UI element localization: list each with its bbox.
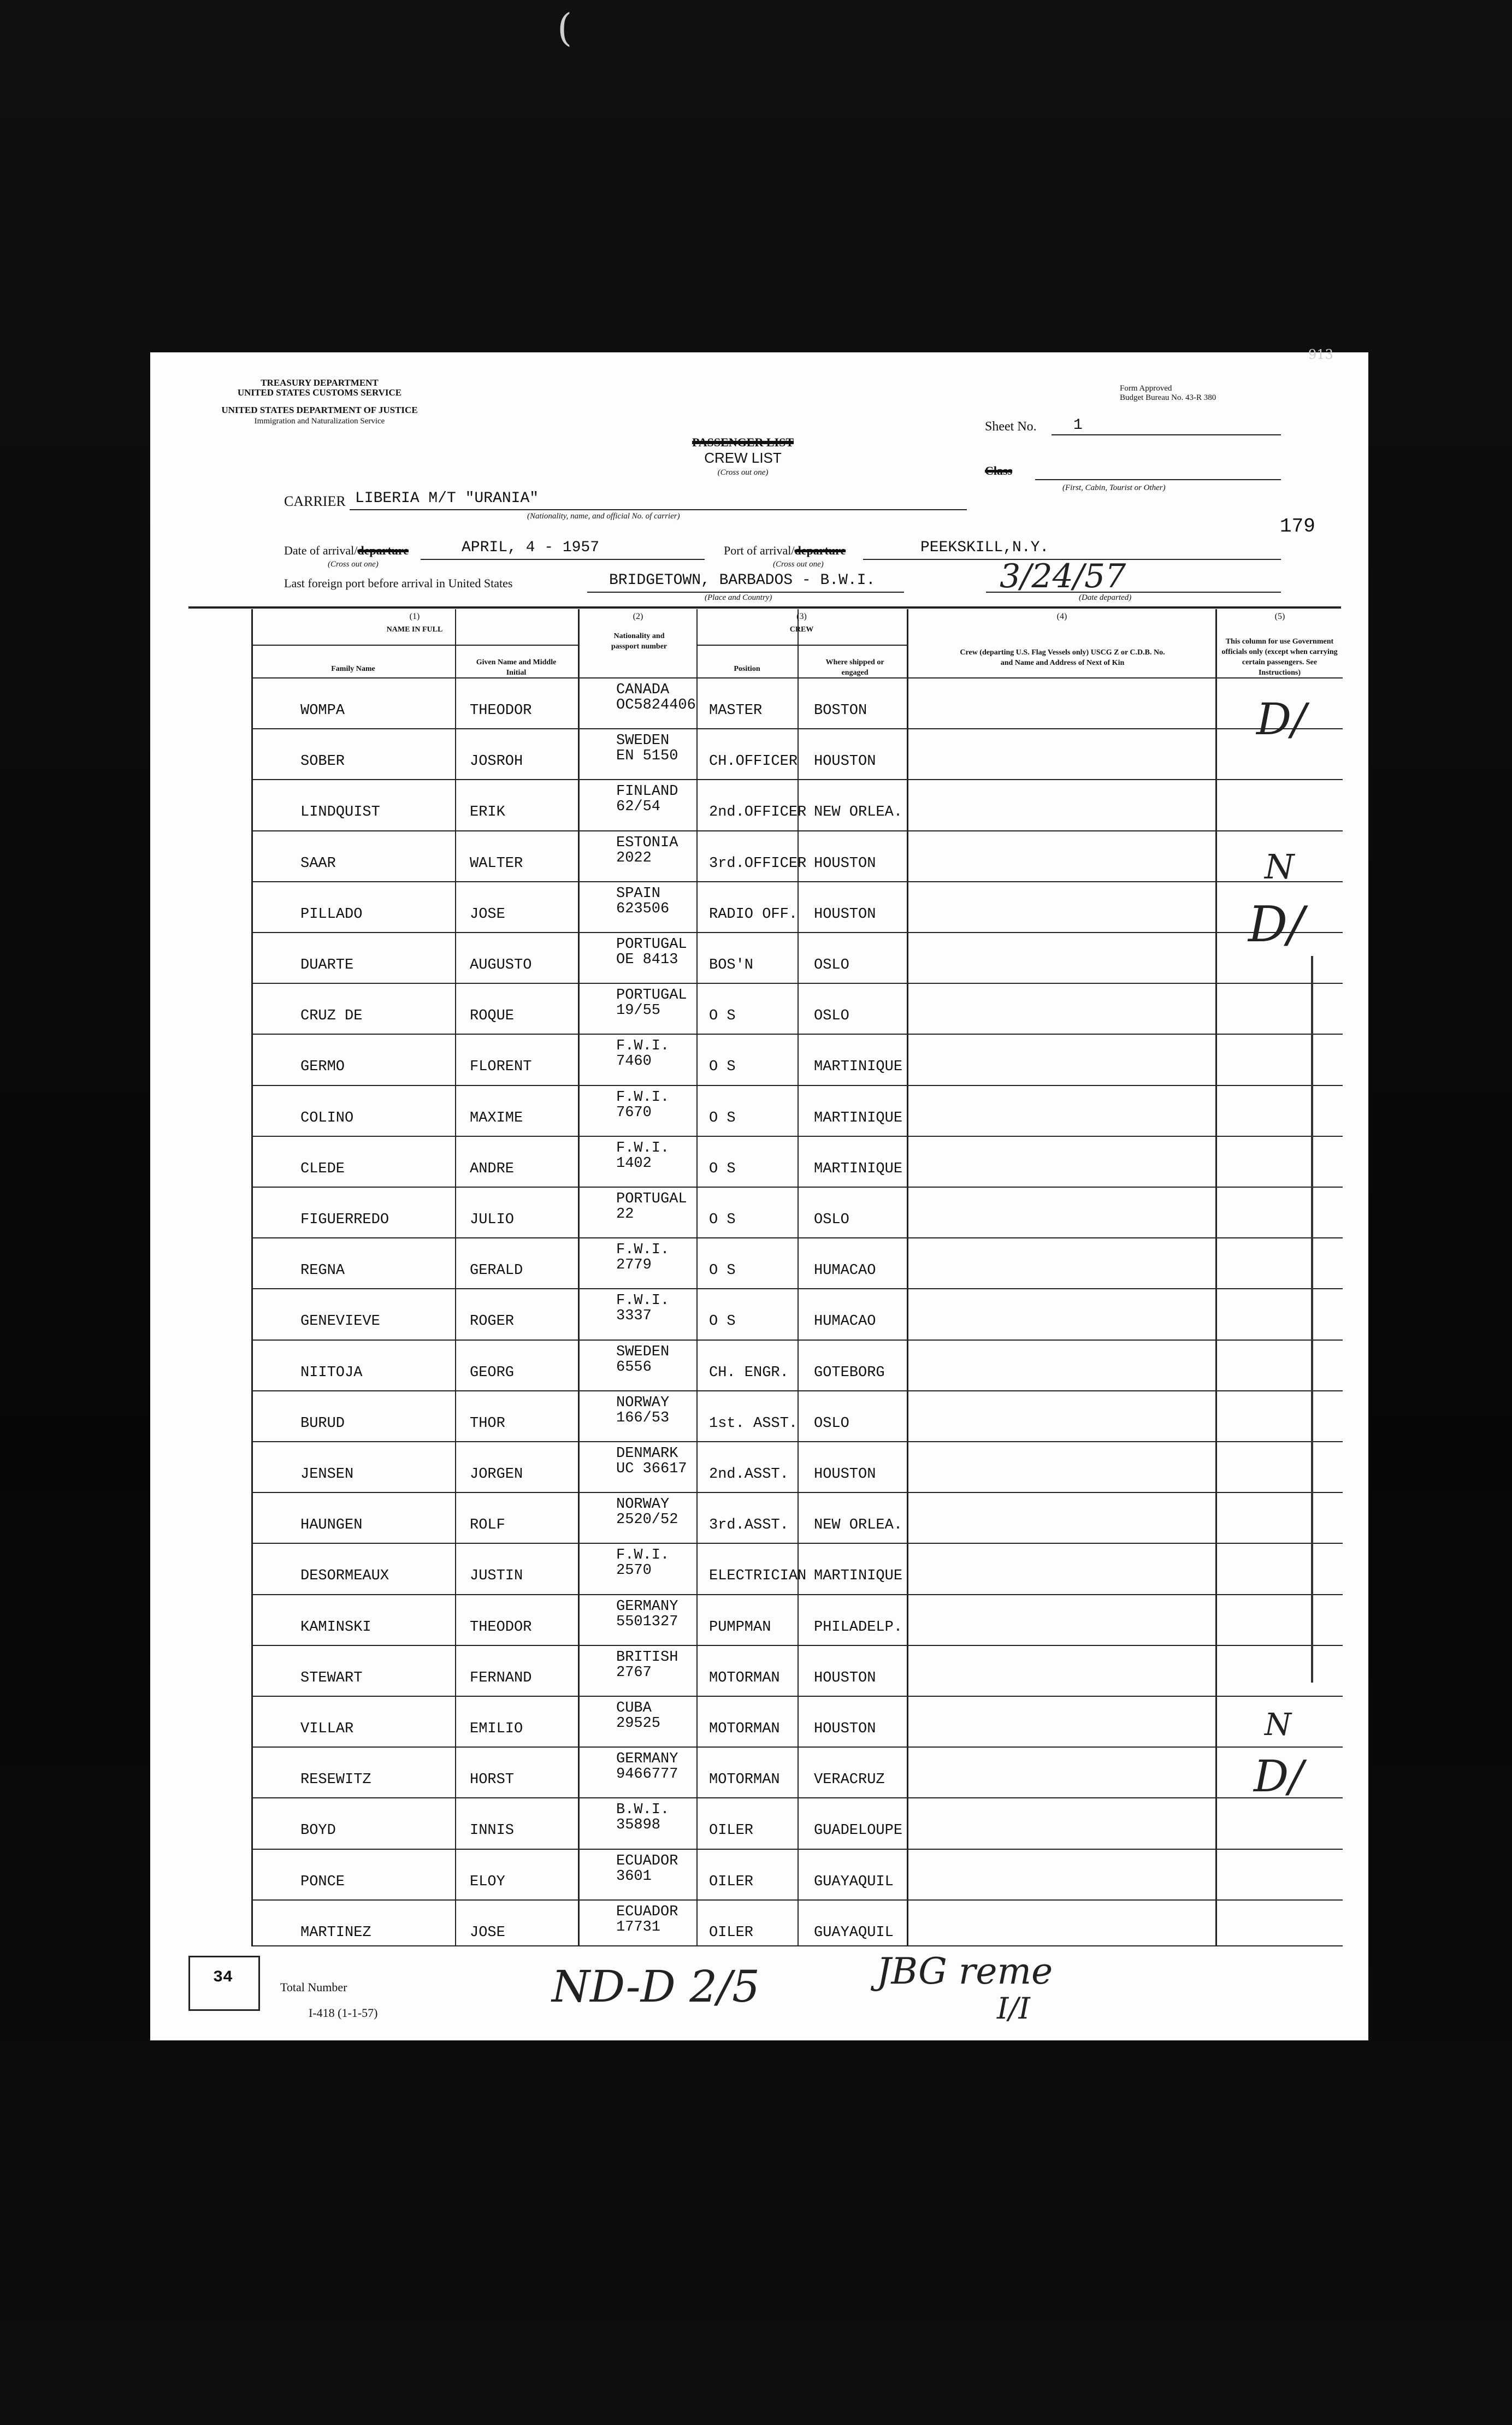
passport-cell: 3337 — [616, 1308, 652, 1325]
nationality-cell: ECUADOR — [616, 1903, 678, 1920]
shipped-cell: HUMACAO — [814, 1313, 876, 1330]
given-name-cell: ANDRE — [470, 1160, 515, 1177]
family-name-cell: PONCE — [300, 1873, 345, 1890]
given-name-cell: JOSE — [470, 906, 505, 923]
passport-cell: 2570 — [616, 1562, 652, 1579]
where-shipped-header: Where shipped or engaged — [825, 658, 884, 677]
family-name-cell: REGNA — [300, 1262, 345, 1279]
family-name-cell: DUARTE — [300, 957, 354, 973]
agency-line-3: UNITED STATES DEPARTMENT OF JUSTICE — [221, 405, 418, 415]
table-row — [251, 1696, 1343, 1748]
position-cell: O S — [709, 1008, 736, 1025]
nationality-cell: SPAIN — [616, 885, 661, 902]
shipped-cell: HOUSTON — [814, 1669, 876, 1686]
carrier-hint: (Nationality, name, and official No. of carrier) — [527, 512, 680, 521]
shipped-cell: MARTINIQUE — [814, 1059, 903, 1076]
agency-line-1: TREASURY DEPARTMENT — [261, 377, 379, 388]
given-name-cell: ELOY — [470, 1873, 505, 1890]
table-row — [251, 1390, 1343, 1442]
table-row — [251, 1797, 1343, 1849]
col4-title: Crew (departing U.S. Flag Vessels only) USCG Z or C.D.B. No. and Name and Address of Next of Kin — [960, 648, 1165, 667]
position-cell: CH. ENGR. — [709, 1364, 789, 1381]
col5-number: (5) — [1274, 612, 1285, 621]
table-row — [251, 1594, 1343, 1646]
nationality-cell: B.W.I. — [616, 1802, 670, 1819]
position-cell: 2nd.OFFICER — [709, 804, 807, 821]
family-name-cell: BURUD — [300, 1415, 345, 1432]
position-cell: MOTORMAN — [709, 1669, 780, 1686]
passport-cell: 1402 — [616, 1155, 652, 1172]
family-name-header: Family Name — [331, 665, 375, 673]
nationality-cell: F.W.I. — [616, 1089, 670, 1106]
family-name-cell: STEWART — [300, 1669, 363, 1686]
shipped-cell: OSLO — [814, 957, 849, 973]
last-port-hint: (Place and Country) — [705, 593, 772, 602]
arrival-date: APRIL, 4 - 1957 — [462, 539, 600, 556]
family-name-cell: SOBER — [300, 753, 345, 770]
form-id: I-418 (1-1-57) — [309, 2006, 378, 2020]
table-row — [251, 1288, 1343, 1340]
nationality-cell: F.W.I. — [616, 1293, 670, 1309]
nationality-cell: DENMARK — [616, 1445, 678, 1462]
passport-cell: 9466777 — [616, 1766, 678, 1783]
col1-number: (1) — [409, 612, 420, 621]
shipped-cell: OSLO — [814, 1212, 849, 1228]
position-cell: O S — [709, 1110, 736, 1126]
class-hint: (First, Cabin, Tourist or Other) — [1062, 483, 1166, 492]
position-cell: MASTER — [709, 703, 763, 719]
given-name-cell: THEODOR — [470, 703, 532, 719]
nationality-cell: PORTUGAL — [616, 936, 687, 953]
family-name-cell: LINDQUIST — [300, 804, 380, 821]
port-hint: (Cross out one) — [773, 560, 824, 569]
family-name-cell: GENEVIEVE — [300, 1313, 380, 1330]
shipped-cell: HOUSTON — [814, 1721, 876, 1737]
nationality-cell: GERMANY — [616, 1751, 678, 1768]
given-name-cell: FLORENT — [470, 1059, 532, 1076]
passport-cell: 2520/52 — [616, 1512, 678, 1529]
table-row — [251, 1899, 1343, 1951]
passport-cell: 3601 — [616, 1868, 652, 1885]
col5-bracket-line — [1311, 956, 1313, 1683]
shipped-cell: GUADELOUPE — [814, 1822, 903, 1839]
col4-number: (4) — [1056, 612, 1067, 621]
table-row — [251, 1187, 1343, 1238]
position-cell: PUMPMAN — [709, 1619, 771, 1636]
col2-title: Nationality and passport number — [611, 632, 668, 651]
family-name-cell: GERMO — [300, 1059, 345, 1076]
passport-cell: 19/55 — [616, 1002, 661, 1019]
nationality-cell: GERMANY — [616, 1598, 678, 1615]
page-title: CREW LIST — [704, 450, 782, 466]
crew-table — [251, 609, 1343, 1946]
family-name-cell: BOYD — [300, 1822, 336, 1839]
position-cell: O S — [709, 1262, 736, 1279]
nationality-cell: CUBA — [616, 1700, 652, 1716]
nationality-cell: PORTUGAL — [616, 987, 687, 1004]
total-number-value: 34 — [213, 1968, 233, 1987]
col5-mark-5: D/ — [1254, 1751, 1304, 1802]
table-row — [251, 1034, 1343, 1085]
nationality-cell: F.W.I. — [616, 1038, 670, 1055]
table-row — [251, 1645, 1343, 1697]
position-cell: O S — [709, 1059, 736, 1076]
given-name-cell: EMILIO — [470, 1721, 523, 1737]
passport-cell: 2779 — [616, 1257, 652, 1274]
table-row — [251, 779, 1343, 831]
family-name-cell: MARTINEZ — [300, 1924, 371, 1941]
shipped-cell: OSLO — [814, 1008, 849, 1025]
passport-cell: 62/54 — [616, 799, 661, 816]
table-row — [251, 1237, 1343, 1289]
position-cell: CH.OFFICER — [709, 753, 798, 770]
given-name-cell: ROGER — [470, 1313, 515, 1330]
table-row — [251, 1136, 1343, 1188]
total-number-label: Total Number — [280, 1980, 347, 1994]
family-name-cell: JENSEN — [300, 1466, 354, 1483]
passport-cell: 7460 — [616, 1053, 652, 1070]
shipped-cell: GUAYAQUIL — [814, 1873, 894, 1890]
nationality-cell: F.W.I. — [616, 1547, 670, 1564]
family-name-cell: CLEDE — [300, 1160, 345, 1177]
last-port-label: Last foreign port before arrival in United States — [284, 576, 513, 590]
table-row — [251, 1849, 1343, 1901]
position-cell: 1st. ASST. — [709, 1415, 798, 1432]
nationality-cell: SWEDEN — [616, 1343, 670, 1360]
shipped-cell: OSLO — [814, 1415, 849, 1432]
agency-line-4: Immigration and Naturalization Service — [254, 417, 385, 426]
passport-cell: 22 — [616, 1206, 634, 1223]
family-name-cell: DESORMEAUX — [300, 1568, 389, 1585]
position-cell: RADIO OFF. — [709, 906, 798, 923]
port-label: Port of arrival/departure — [724, 544, 846, 557]
given-name-cell: JUSTIN — [470, 1568, 523, 1585]
table-row — [251, 1543, 1343, 1595]
position-cell: MOTORMAN — [709, 1772, 780, 1789]
date-departed-hint: (Date departed) — [1079, 593, 1132, 602]
given-name-cell: THEODOR — [470, 1619, 532, 1636]
nationality-cell: BRITISH — [616, 1649, 678, 1666]
position-cell: 2nd.ASST. — [709, 1466, 789, 1483]
handwritten-date-departed: 3/24/57 — [1000, 557, 1126, 595]
table-row — [251, 1085, 1343, 1137]
table-row — [251, 1340, 1343, 1391]
position-header: Position — [734, 665, 760, 673]
family-name-cell: PILLADO — [300, 906, 363, 923]
passport-cell: 17731 — [616, 1919, 661, 1936]
handwritten-signature: JBG reme — [877, 1950, 1053, 1992]
given-name-cell: INNIS — [470, 1822, 515, 1839]
shipped-cell: HOUSTON — [814, 906, 876, 923]
table-row — [251, 1441, 1343, 1493]
table-row — [251, 932, 1343, 984]
given-name-cell: ROQUE — [470, 1008, 515, 1025]
crew-list-document — [150, 352, 1368, 2040]
table-row — [251, 677, 1343, 729]
handwritten-nd-note: ND-D 2/5 — [552, 1961, 760, 2012]
shipped-cell: HOUSTON — [814, 855, 876, 872]
family-name-cell: FIGUERREDO — [300, 1212, 389, 1228]
passport-cell: 2767 — [616, 1664, 652, 1681]
passport-cell: 623506 — [616, 900, 670, 917]
given-name-cell: WALTER — [470, 855, 523, 872]
given-name-cell: JULIO — [470, 1212, 515, 1228]
given-name-cell: ROLF — [470, 1517, 505, 1534]
agency-line-2: UNITED STATES CUSTOMS SERVICE — [237, 387, 402, 398]
nationality-cell: NORWAY — [616, 1496, 670, 1513]
position-cell: OILER — [709, 1822, 754, 1839]
table-row — [251, 728, 1343, 780]
table-row — [251, 983, 1343, 1035]
nationality-cell: FINLAND — [616, 783, 678, 800]
shipped-cell: BOSTON — [814, 703, 867, 719]
given-name-cell: FERNAND — [470, 1669, 532, 1686]
given-name-cell: AUGUSTO — [470, 957, 532, 973]
family-name-cell: SAAR — [300, 855, 336, 872]
given-name-cell: JORGEN — [470, 1466, 523, 1483]
passport-cell: 29525 — [616, 1715, 661, 1732]
col2-number: (2) — [633, 612, 643, 621]
position-cell: OILER — [709, 1873, 754, 1890]
col3-number: (3) — [796, 612, 807, 621]
given-name-cell: JOSROH — [470, 753, 523, 770]
carrier-label: CARRIER — [284, 493, 346, 509]
handwritten-initials: I/I — [997, 1991, 1030, 2026]
shipped-cell: MARTINIQUE — [814, 1110, 903, 1126]
position-cell: O S — [709, 1160, 736, 1177]
col5-mark-1: D/ — [1256, 694, 1307, 745]
passport-cell: UC 36617 — [616, 1461, 687, 1477]
passport-cell: OE 8413 — [616, 952, 678, 968]
date-struck-word: departure — [357, 544, 409, 557]
shipped-cell: PHILADELP. — [814, 1619, 903, 1636]
col3-title: CREW — [789, 626, 814, 634]
table-row — [251, 1747, 1343, 1798]
col1-title: NAME IN FULL — [386, 626, 443, 634]
shipped-cell: HOUSTON — [814, 1466, 876, 1483]
page-stamp-number: 179 — [1280, 515, 1315, 538]
film-scratch-mark: ( — [557, 5, 572, 50]
position-cell: MOTORMAN — [709, 1721, 780, 1737]
family-name-cell: VILLAR — [300, 1721, 354, 1737]
carrier-value: LIBERIA M/T "URANIA" — [355, 490, 539, 507]
class-label: Class — [985, 464, 1013, 477]
col5-mark-4: N — [1265, 1707, 1291, 1743]
form-approved: Form Approved — [1120, 384, 1172, 393]
family-name-cell: WOMPA — [300, 703, 345, 719]
position-cell: ELECTRICIAN — [709, 1568, 807, 1585]
position-cell: O S — [709, 1212, 736, 1228]
given-name-cell: JOSE — [470, 1924, 505, 1941]
shipped-cell: MARTINIQUE — [814, 1160, 903, 1177]
nationality-cell: CANADA — [616, 682, 670, 698]
nationality-cell: NORWAY — [616, 1394, 670, 1411]
nationality-cell: F.W.I. — [616, 1140, 670, 1157]
passport-cell: 7670 — [616, 1104, 652, 1121]
sheet-number: 1 — [1073, 417, 1083, 434]
corner-mark: 913 — [1308, 347, 1333, 362]
shipped-cell: HOUSTON — [814, 753, 876, 770]
family-name-cell: COLINO — [300, 1110, 354, 1126]
shipped-cell: MARTINIQUE — [814, 1568, 903, 1585]
passport-cell: 5501327 — [616, 1613, 678, 1630]
col5-title: This column for use Government officials only (except when carrying certain passengers. See Instructions) — [1221, 638, 1338, 677]
shipped-cell: GOTEBORG — [814, 1364, 885, 1381]
position-cell: O S — [709, 1313, 736, 1330]
passport-cell: 2022 — [616, 849, 652, 866]
family-name-cell: HAUNGEN — [300, 1517, 363, 1534]
given-name-cell: THOR — [470, 1415, 505, 1432]
passport-cell: OC5824406 — [616, 697, 696, 713]
family-name-cell: NIITOJA — [300, 1364, 363, 1381]
shipped-cell: VERACRUZ — [814, 1772, 885, 1789]
position-cell: BOS'N — [709, 957, 754, 973]
passport-cell: 6556 — [616, 1359, 652, 1376]
table-row — [251, 881, 1343, 933]
col5-mark-3: D/ — [1248, 896, 1304, 953]
given-name-cell: GEORG — [470, 1364, 515, 1381]
passport-cell: 166/53 — [616, 1409, 670, 1426]
given-name-cell: HORST — [470, 1772, 515, 1789]
nationality-cell: SWEDEN — [616, 733, 670, 750]
nationality-cell: ESTONIA — [616, 834, 678, 851]
shipped-cell: NEW ORLEA. — [814, 804, 903, 821]
title-cross-out-hint: (Cross out one) — [717, 468, 769, 477]
passport-cell: 35898 — [616, 1817, 661, 1834]
nationality-cell: ECUADOR — [616, 1852, 678, 1869]
nationality-cell: PORTUGAL — [616, 1191, 687, 1207]
struck-title: PASSENGER LIST — [692, 435, 794, 449]
budget-bureau-number: Budget Bureau No. 43-R 380 — [1120, 393, 1216, 402]
col5-mark-2: N — [1265, 847, 1295, 887]
position-cell: 3rd.OFFICER — [709, 855, 807, 872]
date-hint: (Cross out one) — [328, 560, 379, 569]
position-cell: OILER — [709, 1924, 754, 1941]
given-name-cell: GERALD — [470, 1262, 523, 1279]
family-name-cell: KAMINSKI — [300, 1619, 371, 1636]
passport-cell: EN 5150 — [616, 748, 678, 765]
family-name-cell: CRUZ DE — [300, 1008, 363, 1025]
given-name-header: Given Name and Middle Initial — [476, 658, 557, 677]
date-label: Date of arrival/departure — [284, 544, 409, 557]
port-struck-word: departure — [794, 544, 846, 557]
given-name-cell: ERIK — [470, 804, 505, 821]
arrival-port: PEEKSKILL,N.Y. — [920, 539, 1049, 556]
table-row — [251, 830, 1343, 882]
last-port-value: BRIDGETOWN, BARBADOS - B.W.I. — [609, 572, 876, 589]
position-cell: 3rd.ASST. — [709, 1517, 789, 1534]
nationality-cell: F.W.I. — [616, 1242, 670, 1259]
shipped-cell: HUMACAO — [814, 1262, 876, 1279]
table-row — [251, 1492, 1343, 1544]
given-name-cell: MAXIME — [470, 1110, 523, 1126]
shipped-cell: GUAYAQUIL — [814, 1924, 894, 1941]
shipped-cell: NEW ORLEA. — [814, 1517, 903, 1534]
sheet-label: Sheet No. — [985, 420, 1037, 434]
family-name-cell: RESEWITZ — [300, 1772, 371, 1789]
